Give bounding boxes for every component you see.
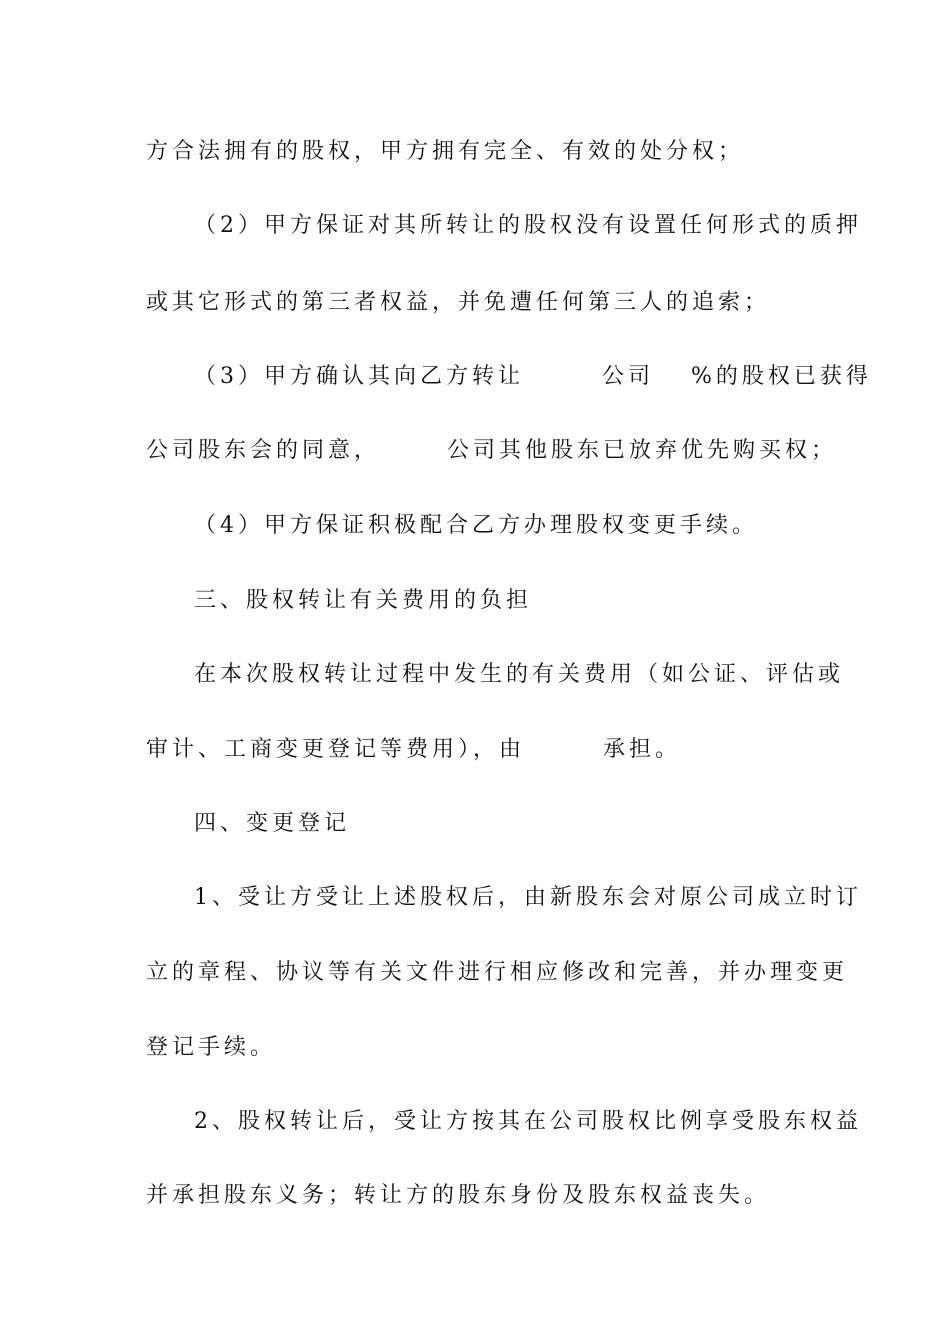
text-line: （2）甲方保证对其所转让的股权没有设置任何形式的质押 (194, 213, 862, 238)
text-line: 并承担股东义务；转让方的股东身份及股东权益丧失。 (146, 1183, 771, 1208)
text-line: 公司股东会的同意， 公司其他股东已放弃优先购买权； (146, 438, 838, 463)
text-line: 立的章程、协议等有关文件进行相应修改和完善，并办理变更 (146, 960, 849, 985)
text-line: 登记手续。 (146, 1035, 277, 1060)
text-line: 方合法拥有的股权，甲方拥有完全、有效的处分权； (146, 139, 745, 164)
section-heading: 三、股权转让有关费用的负担 (194, 588, 533, 613)
text-line: 或其它形式的第三者权益，并免遭任何第三人的追索； (146, 290, 771, 315)
text-line: （3）甲方确认其向乙方转让 公司 %的股权已获得 (194, 364, 872, 389)
section-heading: 四、变更登记 (194, 811, 351, 836)
text-line: 在本次股权转让过程中发生的有关费用（如公证、评估或 (194, 662, 845, 687)
text-line: 2、股权转让后，受让方按其在公司股权比例享受股东权益 (194, 1109, 862, 1134)
text-line: 审计、工商变更登记等费用），由 承担。 (146, 737, 682, 762)
text-line: （4）甲方保证积极配合乙方办理股权变更手续。 (194, 513, 758, 538)
text-line: 1、受让方受让上述股权后，由新股东会对原公司成立时订 (194, 885, 862, 910)
